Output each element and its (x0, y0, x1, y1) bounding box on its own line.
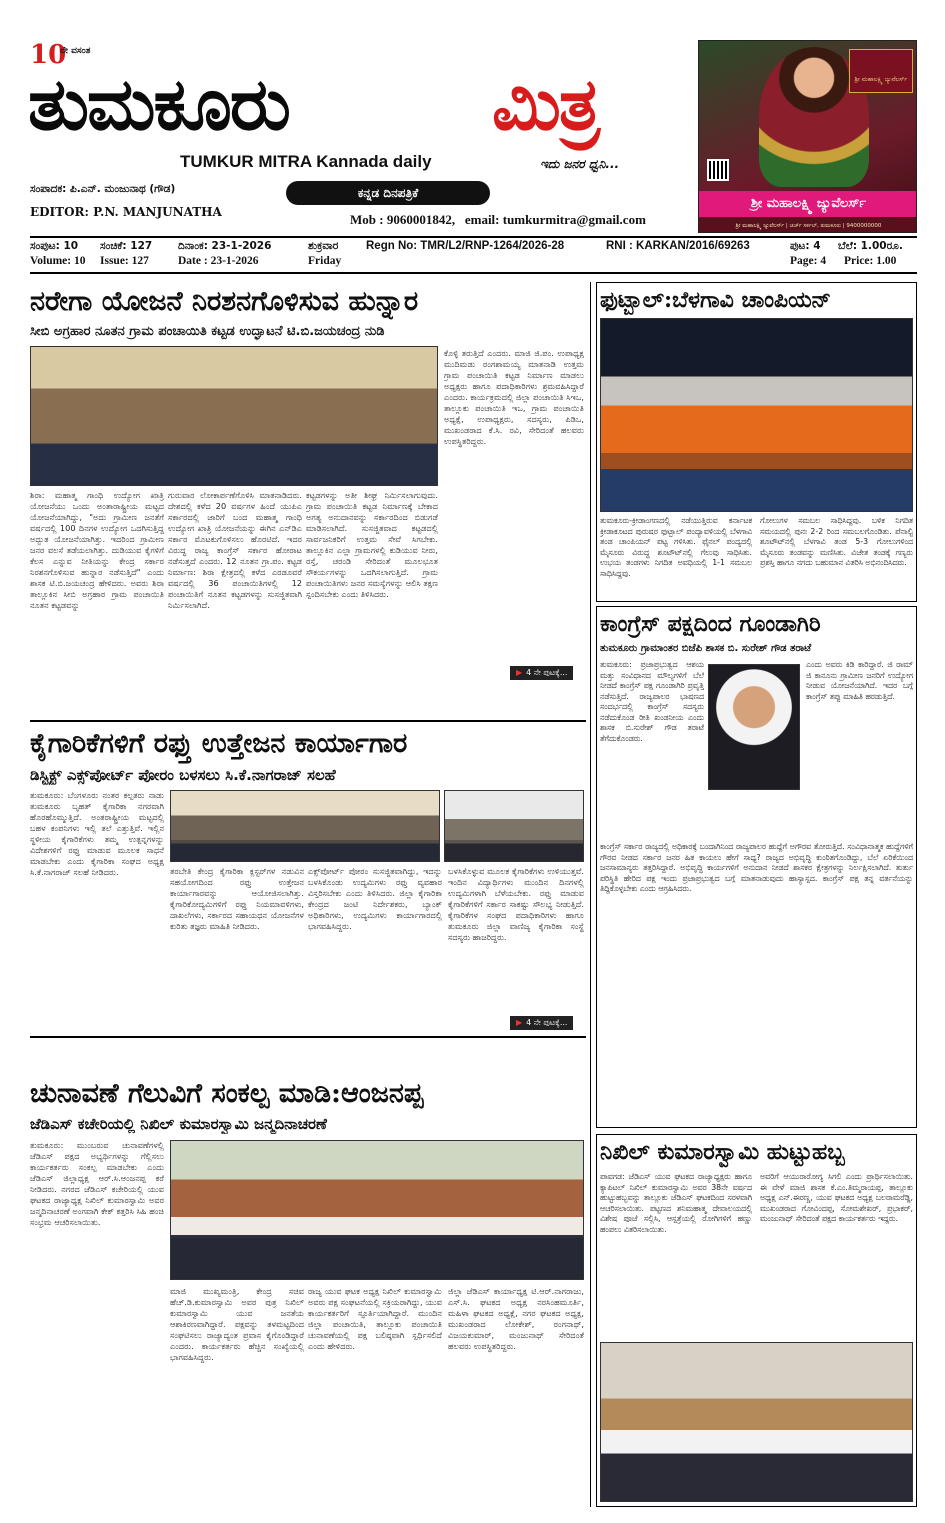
story2-continued-label: 4 ನೇ ಪುಟಕ್ಕೆ... (526, 1018, 568, 1027)
mob-number: 9060001842, (386, 212, 456, 227)
side3-headline[interactable]: ನಿಖಿಲ್ ಕುಮಾರಸ್ವಾಮಿ ಹುಟ್ಟುಹಬ್ಬ (600, 1139, 845, 1165)
mob-label: Mob : (350, 212, 384, 227)
dateline-volume: Volume: 10 (30, 255, 86, 267)
dateline-date: Date : 23-1-2026 (178, 255, 259, 267)
jewellery-ad[interactable] (698, 40, 917, 233)
side3-photo (600, 1342, 913, 1502)
story2-continued-link[interactable]: ▶ 4 ನೇ ಪುಟಕ್ಕೆ... (510, 1016, 573, 1030)
side1-headline[interactable]: ಫುಟ್ಬಾಲ್:ಬೆಳಗಾವಿ ಚಾಂಪಿಯನ್ (600, 287, 832, 313)
editor-english: EDITOR: P.N. MANJUNATHA (30, 205, 222, 219)
story1-continued-label: 4 ನೇ ಪುಟಕ್ಕೆ... (526, 668, 568, 677)
side1-col2: ಗೋಲುಗಳ ಸಮಬಲ ಸಾಧಿಸಿದ್ದವು. ಬಳಿಕ ನಿಗದಿತ ಸಮಯದಲ್ಲಿ ಪುನಃ 2-2 ರಿಂದ ಸಮಬಲಗೊಂಡಿತು. ಪೆನಾಲ್ಟಿ ಶೂಟೌಟ್‌ನಲ್ಲಿ ಬೆಳಗಾವಿ ತಂಡ 5-3 ಗೋಲುಗಳಿಂದ ಮೈಸೂರು ತಂಡವನ್ನು ಮಣಿಸಿತು. ವಿಜೇತ ತಂಡಕ್ಕೆ ಗಣ್ಯರು ಪ್ರಶಸ್ತಿ ಹಾಗೂ ನಗದು ಬಹುಮಾನ ವಿತರಿಸಿ ಅಭಿನಂದಿಸಿದರು. (760, 516, 913, 567)
story2-col4: ಬಳಸಿಕೊಳ್ಳುವ ಮೂಲಕ ಕೈಗಾರಿಕೆಗಳು ಉಳಿಯುತ್ತವೆ. ಇಂದಿನ ವಿದ್ಯಾರ್ಥಿಗಳು ಮುಂದಿನ ದಿನಗಳಲ್ಲಿ ಉದ್ಯಮಿಗಳಾಗಿ ಬೆಳೆಯಬೇಕು. ರಫ್ತು ಮಾಡುವ ಕೈಗಾರಿಕೆಗಳಿಗೆ ಸರ್ಕಾರ ಸಾಕಷ್ಟು ಸೌಲಭ್ಯ ನೀಡುತ್ತಿದೆ. ಕೈಗಾರಿಕೆಗಳ ಸಂಘದ ಪದಾಧಿಕಾರಿಗಳು ಹಾಗೂ ತುಮಕೂರು ಜಿಲ್ಲಾ ವಾಣಿಜ್ಯ ಕೈಗಾರಿಕಾ ಸಂಸ್ಥೆ ಸದಸ್ಯರು ಹಾಜರಿದ್ದರು. (448, 866, 584, 942)
ad-qr-code (707, 159, 729, 181)
issue-suffix: ನೇ ವಸಂತ (60, 46, 91, 56)
story3-col3: ರಾಜ್ಯ ಯುವ ಘಟಕ ಅಧ್ಯಕ್ಷ ನಿಖಿಲ್ ಕುಮಾರಸ್ವಾಮಿ ಅವರು ಪಕ್ಷ ಸಂಘಟನೆಯಲ್ಲಿ ಸಕ್ರಿಯರಾಗಿದ್ದು, ಯುವ ಕಾರ್ಯಕರ್ತರಿಗೆ ಸ್ಫೂರ್ತಿಯಾಗಿದ್ದಾರೆ. ಮುಂದಿನ ಜಿಲ್ಲಾ ಪಂಚಾಯಿತಿ, ತಾಲ್ಲೂಕು ಪಂಚಾಯಿತಿ ಚುನಾವಣೆಯಲ್ಲಿ ಪಕ್ಷ ಬಲಿಷ್ಠವಾಗಿ ಸ್ಪರ್ಧಿಸಲಿದೆ ಎಂದು ಹೇಳಿದರು. (308, 1286, 442, 1351)
story1-headline[interactable]: ನರೇಗಾ ಯೋಜನೆ ನಿರಶನಗೊಳಿಸುವ ಹುನ್ನಾರ (30, 286, 419, 317)
side1-col1: ತುಮಕೂರು-ಕ್ರೀಡಾಂಗಣದಲ್ಲಿ ನಡೆಯುತ್ತಿರುವ ಕರ್ನಾಟಕ ಕ್ರೀಡಾಕೂಟದ ಪುರುಷರ ಫುಟ್ಬಾಲ್ ಪಂದ್ಯಾವಳಿಯಲ್ಲಿ ಬೆಳಗಾವಿ ತಂಡ ಚಾಂಪಿಯನ್ ಪಟ್ಟ ಗಳಿಸಿತು. ಫೈನಲ್ ಪಂದ್ಯದಲ್ಲಿ ಮೈಸೂರು ವಿರುದ್ಧ ಶೂಟೌಟ್‌ನಲ್ಲಿ ಗೆಲುವು ಸಾಧಿಸಿತು. ಉಭಯ ತಂಡಗಳು ನಿಗದಿತ ಅವಧಿಯಲ್ಲಿ 1-1 ಸಮಬಲ ಸಾಧಿಸಿದ್ದವು. (600, 516, 752, 578)
side1-photo (600, 318, 913, 512)
page-english: Page: 4 (790, 255, 827, 267)
story1-photo (30, 346, 438, 486)
story2-photo-left (170, 790, 440, 862)
story1-col2: ಗುರುವಾರ ಲೋಕಾರ್ಪಣೆಗೊಳಿಸಿ ಮಾತನಾಡಿದರು. ದೇಶದಲ್ಲಿ ಕಳೆದ 20 ವರ್ಷಗಳ ಹಿಂದೆ ಯುಪಿಎ ಸರ್ಕಾರದಲ್ಲಿ ಜಾರಿಗೆ ಬಂದ ಮಹಾತ್ಮ ಗಾಂಧಿ ಉದ್ಯೋಗ ಖಾತ್ರಿ ಯೋಜನೆಯನ್ನು ಈಗಿನ ಎನ್‌ಡಿಎ ಸರ್ಕಾರ ಮೊಟಕುಗೊಳಿಸಲು ಹೊರಟಿದೆ. ಇದರ ವಿರುದ್ಧ ರಾಜ್ಯ ಕಾಂಗ್ರೆಸ್ ಸರ್ಕಾರ ಹೋರಾಟ ನಡೆಸುತ್ತದೆ ಎಂದರು. 12 ನೂತನ ಗ್ರಾ.ಪಂ. ಕಟ್ಟಡ ನಿರ್ಮಾಣ: ಶಿರಾ ಕ್ಷೇತ್ರದಲ್ಲಿ ಕಳೆದ ಎರಡೂವರೆ ವರ್ಷದಲ್ಲಿ 36 ಪಂಚಾಯಿತಿಗಳಲ್ಲಿ 12 ಪಂಚಾಯಿತಿಗೆ ನೂತನ ಕಟ್ಟಡಗಳನ್ನು ಸುಸಜ್ಜಿತವಾಗಿ ನಿರ್ಮಿಸಲಾಗಿದೆ. (168, 490, 302, 610)
story2-subhead: ಡಿಸ್ಟ್ರಿಕ್ಟ್ ಎಕ್ಸ್‌ಪೋರ್ಟ್ ಪೋರಂ ಬಳಸಲು ಸಿ.ಕೆ.ನಾಗರಾಜ್ ಸಲಹೆ (30, 766, 336, 784)
story3-photo (170, 1140, 584, 1280)
side2-col-full: ಕಾಂಗ್ರೆಸ್ ಸರ್ಕಾರ ರಾಜ್ಯದಲ್ಲಿ ಅಧಿಕಾರಕ್ಕೆ ಬಂದಾಗಿನಿಂದ ರಾಜ್ಯಪಾಲರ ಹುದ್ದೆಗೆ ಅಗೌರವ ತೋರುತ್ತಿದೆ. ಸಂವಿಧಾನಾತ್ಮಕ ಹುದ್ದೆಗಳಿಗೆ ಗೌರವ ನೀಡದ ಸರ್ಕಾರ ಜನರ ಹಿತ ಕಾಯಲು ಹೇಗೆ ಸಾಧ್ಯ? ರಾಜ್ಯದ ಅಭಿವೃದ್ಧಿ ಕುಂಠಿತಗೊಂಡಿದ್ದು, ಬೆಲೆ ಏರಿಕೆಯಿಂದ ಜನಸಾಮಾನ್ಯರು ತತ್ತರಿಸಿದ್ದಾರೆ. ಅಭಿವೃದ್ಧಿ ಕಾರ್ಯಗಳಿಗೆ ಅನುದಾನ ನೀಡದೆ ಶಾಸಕರ ಕ್ಷೇತ್ರಗಳನ್ನು ನಿರ್ಲಕ್ಷಿಸಲಾಗಿದೆ. ತುರ್ತು ಪರಿಸ್ಥಿತಿ ಹೇರಿದ ಪಕ್ಷ ಇಂದು ಪ್ರಜಾಪ್ರಭುತ್ವದ ಬಗ್ಗೆ ಮಾತನಾಡುವುದು ಹಾಸ್ಯಾಸ್ಪದ. ಕಾಂಗ್ರೆಸ್ ಪಕ್ಷ ತನ್ನ ವರ್ತನೆಯನ್ನು ತಿದ್ದಿಕೊಳ್ಳಬೇಕು ಎಂದು ಆಗ್ರಹಿಸಿದರು. (600, 842, 913, 893)
rni-number: RNI : KARKAN/2016/69263 (606, 240, 750, 252)
title-kannada-right: ಮಿತ್ರ (492, 62, 599, 146)
dateline-sanchike: ಸಂಚಿಕೆ: 127 (100, 240, 153, 252)
story1-subhead: ಸೀಬಿ ಅಗ್ರಹಾರ ನೂತನ ಗ್ರಾಮ ಪಂಚಾಯಿತಿ ಕಟ್ಟಡ ಉದ್ಘಾಟನೆ ಟಿ.ಬಿ.ಜಯಚಂದ್ರ ನುಡಿ (30, 324, 385, 339)
regn-number: Regn No: TMR/L2/RNP-1264/2026-28 (366, 240, 565, 252)
dateline-dinanka: ದಿನಾಂಕ: 23-1-2026 (178, 240, 272, 252)
side2-headline[interactable]: ಕಾಂಗ್ರೆಸ್ ಪಕ್ಷದಿಂದ ಗೂಂಡಾಗಿರಿ (600, 611, 821, 637)
price-english: Price: 1.00 (844, 255, 897, 267)
story2-photo-right (444, 790, 584, 862)
side2-portrait (708, 664, 800, 790)
title-english: TUMKUR MITRA Kannada daily (180, 152, 432, 171)
side2-col2: ಎಂದು ಅವರು ಕಿಡಿ ಕಾರಿದ್ದಾರೆ. ಜಿ ರಾಮ್ ಜಿ ಕಾನೂನು ಗ್ರಾಮೀಣ ಜನರಿಗೆ ಉದ್ಯೋಗ ನೀಡುವ ಯೋಜನೆಯಾಗಿದೆ. ಇದರ ಬಗ್ಗೆ ಕಾಂಗ್ರೆಸ್ ತಪ್ಪು ಮಾಹಿತಿ ಹರಡುತ್ತಿದೆ. (806, 660, 913, 701)
story1-col3: ಕಟ್ಟಡಗಳನ್ನು ಅತೀ ಶೀಘ್ರ ನಿರ್ಮಿಸಲಾಗುವುದು. ಗ್ರಾಮ ಪಂಚಾಯಿತಿ ಕಟ್ಟಡ ನಿರ್ಮಾಣಕ್ಕೆ ಬೇಕಾದ ಅಗತ್ಯ ಅನುದಾನವನ್ನು ಸರ್ಕಾರದಿಂದ ಬಿಡುಗಡೆ ಮಾಡಿಸಲಾಗಿದೆ. ಸುಸಜ್ಜಿತವಾದ ಕಟ್ಟಡದಲ್ಲಿ ಸಾರ್ವಜನಿಕರಿಗೆ ಉತ್ತಮ ಸೇವೆ ಸಿಗಬೇಕು. ತಾಲ್ಲೂಕಿನ ಎಲ್ಲಾ ಗ್ರಾಮಗಳಲ್ಲಿ ಕುಡಿಯುವ ನೀರು, ರಸ್ತೆ, ಚರಂಡಿ ಸೇರಿದಂತೆ ಮೂಲಭೂತ ಸೌಕರ್ಯಗಳನ್ನು ಒದಗಿಸಲಾಗುತ್ತಿದೆ. ಗ್ರಾಮ ಪಂಚಾಯಿತಿಗಳು ಜನರ ಸಮಸ್ಯೆಗಳನ್ನು ಆಲಿಸಿ ತಕ್ಷಣ ಸ್ಪಂದಿಸಬೇಕು ಎಂದು ತಿಳಿಸಿದರು. (306, 490, 438, 599)
story2-headline[interactable]: ಕೈಗಾರಿಕೆಗಳಿಗೆ ರಫ್ತು ಉತ್ತೇಜನ ಕಾರ್ಯಾಗಾರ (30, 728, 408, 759)
kannada-daily-badge: ಕನ್ನಡ ದಿನಪತ್ರಿಕೆ (286, 181, 490, 205)
price-kannada: ಬೆಲೆ: 1.00ರೂ. (838, 240, 903, 252)
issue-number: 10 (30, 40, 67, 70)
story3-col1: ತುಮಕೂರು: ಮುಂಬರುವ ಚುನಾವಣೆಗಳಲ್ಲಿ ಜೆಡಿಎಸ್ ಪಕ್ಷದ ಅಭ್ಯರ್ಥಿಗಳನ್ನು ಗೆಲ್ಲಿಸಲು ಕಾರ್ಯಕರ್ತರು ಸಂಕಲ್ಪ ಮಾಡಬೇಕು ಎಂದು ಜೆಡಿಎಸ್ ಜಿಲ್ಲಾಧ್ಯಕ್ಷ ಆರ್.ಸಿ.ಆಂಜನಪ್ಪ ಕರೆ ನೀಡಿದರು. ನಗರದ ಜೆಡಿಎಸ್ ಕಚೇರಿಯಲ್ಲಿ ಯುವ ಘಟಕದ ರಾಜ್ಯಾಧ್ಯಕ್ಷ ನಿಖಿಲ್ ಕುಮಾರಸ್ವಾಮಿ ಅವರ ಜನ್ಮದಿನಾಚರಣೆ ಅಂಗವಾಗಿ ಕೇಕ್ ಕತ್ತರಿಸಿ ಸಿಹಿ ಹಂಚಿ ಸಂಭ್ರಮ ಆಚರಿಸಲಾಯಿತು. (30, 1140, 164, 1227)
story1-col1: ಶಿರಾ: ಮಹಾತ್ಮ ಗಾಂಧಿ ಉದ್ಯೋಗ ಖಾತ್ರಿ ಯೋಜನೆಯು ಒಂದು ಅಂತಾರಾಷ್ಟ್ರೀಯ ಮಟ್ಟದ ಯೋಜನೆಯಾಗಿದ್ದು, "ಅದು ಗ್ರಾಮೀಣ ಜನತೆಗೆ ವರ್ಷದಲ್ಲಿ 100 ದಿನಗಳ ಉದ್ಯೋಗ ಒದಗಿಸುತ್ತಿದ್ದ ಅದ್ಭುತ ಯೋಜನೆಯಾಗಿತ್ತು. ಇದರಿಂದ ಗ್ರಾಮೀಣ ಜನರ ವಲಸೆ ತಡೆಯಲಾಗಿತ್ತು. ದುಡಿಯುವ ಕೈಗಳಿಗೆ ಕೆಲಸ ಎನ್ನುವ ನೀತಿಯನ್ನು ಕೇಂದ್ರ ಸರ್ಕಾರ ನಿರಶನಗೊಳಿಸುವ ಹುನ್ನಾರ ನಡೆಸುತ್ತಿದೆ" ಎಂದು ಶಾಸಕ ಟಿ.ಬಿ.ಜಯಚಂದ್ರ ಹೇಳಿದರು. ಅವರು ಶಿರಾ ತಾಲ್ಲೂಕಿನ ಸೀಬಿ ಅಗ್ರಹಾರ ಗ್ರಾಮ ಪಂಚಾಯಿತಿ ನೂತನ ಕಟ್ಟಡವನ್ನು (30, 490, 164, 610)
story1-continued-link[interactable]: ▶ 4 ನೇ ಪುಟಕ್ಕೆ... (510, 666, 573, 680)
story3-subhead: ಜೆಡಿಎಸ್ ಕಚೇರಿಯಲ್ಲಿ ನಿಖಿಲ್ ಕುಮಾರಸ್ವಾಮಿ ಜನ್ಮದಿನಾಚರಣೆ (30, 1115, 327, 1133)
story2-col2: ತರಬೇತಿ ಕೇಂದ್ರ ಕೈಗಾರಿಕಾ ಕ್ಲಸ್ಟರ್‌ಗಳ ನಡುವಿನ ಸಹಯೋಗದಿಂದ ರಫ್ತು ಉತ್ತೇಜನ ಕಾರ್ಯಾಗಾರವನ್ನು ಆಯೋಜಿಸಲಾಗಿತ್ತು. ಕೈಗಾರಿಕೋದ್ಯಮಿಗಳಿಗೆ ರಫ್ತು ನಿಯಮಾವಳಿಗಳು, ದಾಖಲೆಗಳು, ಸರ್ಕಾರದ ಸಹಾಯಧನ ಯೋಜನೆಗಳ ಕುರಿತು ತಜ್ಞರು ಮಾಹಿತಿ ನೀಡಿದರು. (170, 866, 304, 931)
story3-col2: ಮಾಜಿ ಮುಖ್ಯಮಂತ್ರಿ, ಕೇಂದ್ರ ಸಚಿವ ಹೆಚ್.ಡಿ.ಕುಮಾರಸ್ವಾಮಿ ಅವರ ಪುತ್ರ ನಿಖಿಲ್ ಕುಮಾರಸ್ವಾಮಿ ಯುವ ಜನತೆಯ ಆಶಾಕಿರಣವಾಗಿದ್ದಾರೆ. ಪಕ್ಷವನ್ನು ತಳಮಟ್ಟದಿಂದ ಸಂಘಟಿಸಲು ರಾಜ್ಯಾದ್ಯಂತ ಪ್ರವಾಸ ಕೈಗೊಂಡಿದ್ದಾರೆ ಎಂದರು. ಕಾರ್ಯಕರ್ತರು ಹೆಚ್ಚಿನ ಸಂಖ್ಯೆಯಲ್ಲಿ ಭಾಗವಹಿಸಿದ್ದರು. (170, 1286, 304, 1362)
side2-subhead: ತುಮಕೂರು ಗ್ರಾಮಾಂತರ ಬಿಜೆಪಿ ಶಾಸಕ ಬಿ. ಸುರೇಶ್ ಗೌಡ ತರಾಟೆ (600, 643, 812, 654)
email: email: tumkurmitra@gmail.com (464, 212, 646, 227)
page-kannada: ಪುಟ: 4 (790, 240, 821, 252)
story1-col4: ಕೊಳ್ಳಿ ತರುತ್ತಿದೆ ಎಂದರು. ಮಾಜಿ ಜಿ.ಪಂ. ಉಪಾಧ್ಯಕ್ಷ ಮುದಿಮಡು ರಂಗಶಾಮಯ್ಯ ಮಾತನಾಡಿ ಉತ್ತಮ ಗ್ರಾಮ ಪಂಚಾಯಿತಿ ಕಟ್ಟಡ ನಿರ್ಮಾಣ ಮಾಡಲು ಅಧ್ಯಕ್ಷರು ಹಾಗೂ ಪದಾಧಿಕಾರಿಗಳು ಶ್ರಮವಹಿಸಿದ್ದಾರೆ ಎಂದರು. ಕಾರ್ಯಕ್ರಮದಲ್ಲಿ ಜಿಲ್ಲಾ ಪಂಚಾಯಿತಿ ಸಿಇಒ, ತಾಲ್ಲೂಕು ಪಂಚಾಯಿತಿ ಇಒ, ಗ್ರಾಮ ಪಂಚಾಯಿತಿ ಅಧ್ಯಕ್ಷೆ, ಉಪಾಧ್ಯಕ್ಷರು, ಸದಸ್ಯರು, ಪಿಡಿಒ, ಮುಖಂಡರಾದ ಕೆ.ಸಿ. ರವಿ, ಸೇರಿದಂತೆ ಹಲವರು ಉಪಸ್ಥಿತರಿದ್ದರು. (444, 348, 584, 446)
tagline: ಇದು ಜನರ ಧ್ವನಿ... (540, 157, 620, 171)
title-kannada-left: ತುಮಕೂರು (28, 62, 289, 146)
side3-col1: ಪಾವಗಡ: ಜೆಡಿಎಸ್ ಯುವ ಘಟಕದ ರಾಜ್ಯಾಧ್ಯಕ್ಷರು ಹಾಗೂ ಕ್ಯಾಪಿಟಲ್ ನಿಖಿಲ್ ಕುಮಾರಸ್ವಾಮಿ ಅವರ 38ನೇ ವರ್ಷದ ಹುಟ್ಟುಹಬ್ಬವನ್ನು ತಾಲ್ಲೂಕು ಜೆಡಿಎಸ್ ಘಟಕದಿಂದ ಸರಳವಾಗಿ ಆಚರಿಸಲಾಯಿತು. ಪಟ್ಟಣದ ಶನಿಮಹಾತ್ಮ ದೇವಾಲಯದಲ್ಲಿ ವಿಶೇಷ ಪೂಜೆ ಸಲ್ಲಿಸಿ, ಆಸ್ಪತ್ರೆಯಲ್ಲಿ ರೋಗಿಗಳಿಗೆ ಹಣ್ಣು ಹಂಪಲು ವಿತರಿಸಲಾಯಿತು. (600, 1172, 752, 1234)
side2-col1: ತುಮಕೂರು: ಪ್ರಜಾಪ್ರಭುತ್ವದ ಆಶಯ ಮತ್ತು ಸಂವಿಧಾನದ ಮೌಲ್ಯಗಳಿಗೆ ಬೆಲೆ ನೀಡದೆ ಕಾಂಗ್ರೆಸ್ ಪಕ್ಷ ಗೂಂಡಾಗಿರಿ ಪ್ರವೃತ್ತಿ ನಡೆಸುತ್ತಿದೆ. ರಾಜ್ಯಪಾಲರ ಭಾಷಣದ ಸಂದರ್ಭದಲ್ಲಿ ಕಾಂಗ್ರೆಸ್ ಸದಸ್ಯರು ನಡೆದುಕೊಂಡ ರೀತಿ ಖಂಡನೀಯ ಎಂದು ಶಾಸಕ ಬಿ.ಸುರೇಶ್ ಗೌಡ ತರಾಟೆ ತೆಗೆದುಕೊಂಡರು. (600, 660, 704, 743)
side3-col2: ಅವರಿಗೆ ಆಯುರಾರೋಗ್ಯ ಸಿಗಲಿ ಎಂದು ಪ್ರಾರ್ಥಿಸಲಾಯಿತು. ಈ ವೇಳೆ ಮಾಜಿ ಶಾಸಕ ಕೆ.ಎಂ.ತಿಮ್ಮರಾಯಪ್ಪ, ತಾಲ್ಲೂಕು ಅಧ್ಯಕ್ಷ ಎನ್.ಈರಣ್ಣ, ಯುವ ಘಟಕದ ಅಧ್ಯಕ್ಷ ಬಲರಾಮರೆಡ್ಡಿ, ಮುಖಂಡರಾದ ಗೋವಿಂದಪ್ಪ, ಸೋಮಶೇಖರ್, ಪ್ರಭಾಕರ್, ಮಂಜುನಾಥ್ ಸೇರಿದಂತೆ ಪಕ್ಷದ ಕಾರ್ಯಕರ್ತರು ಇದ್ದರು. (760, 1172, 913, 1223)
story3-col4: ಜಿಲ್ಲಾ ಜೆಡಿಎಸ್ ಕಾರ್ಯಾಧ್ಯಕ್ಷ ಟಿ.ಆರ್.ನಾಗರಾಜು, ಎಸ್.ಸಿ. ಘಟಕದ ಅಧ್ಯಕ್ಷ ನರಸಿಂಹಮೂರ್ತಿ, ಮಹಿಳಾ ಘಟಕದ ಅಧ್ಯಕ್ಷೆ, ನಗರ ಘಟಕದ ಅಧ್ಯಕ್ಷ, ಮುಖಂಡರಾದ ಲೋಕೇಶ್, ರಂಗನಾಥ್, ವಿಜಯಕುಮಾರ್, ಮಂಜುನಾಥ್ ಸೇರಿದಂತೆ ಹಲವರು ಉಪಸ್ಥಿತರಿದ್ದರು. (448, 1286, 584, 1351)
ad-brand-banner: ಶ್ರೀ ಮಹಾಲಕ್ಷ್ಮಿ ಜ್ಯುವೆಲರ್ಸ್ (699, 191, 917, 217)
dateline-issue: Issue: 127 (100, 255, 149, 267)
contact-line (350, 212, 646, 228)
dateline-samputa: ಸಂಪುಟ: 10 (30, 240, 79, 252)
dateline-day: Friday (308, 255, 342, 267)
dateline-vara: ಶುಕ್ರವಾರ (308, 240, 339, 252)
story3-headline[interactable]: ಚುನಾವಣೆ ಗೆಲುವಿಗೆ ಸಂಕಲ್ಪ ಮಾಡಿ:ಆಂಜನಪ್ಪ (30, 1078, 424, 1109)
ad-logo-box: ಶ್ರೀ ಮಹಾಲಕ್ಷ್ಮಿ ಜ್ಯುವೆಲರ್ಸ್ (849, 49, 913, 93)
story2-col1: ತುಮಕೂರು: ಬೆಂಗಳೂರು ನಂತರ ಕಲ್ಪತರು ನಾಡು ತುಮಕೂರು ಬೃಹತ್ ಕೈಗಾರಿಕಾ ನಗರವಾಗಿ ಹೊರಹೊಮ್ಮುತ್ತಿದೆ. ಅಂತರಾಷ್ಟ್ರೀಯ ಮಟ್ಟದಲ್ಲಿ ಬಹಳ ಕಂಪನಿಗಳು ಇಲ್ಲಿ ತಲೆ ಎತ್ತುತ್ತಿವೆ. ಇಲ್ಲಿನ ಸ್ಥಳೀಯ ಕೈಗಾರಿಕೆಗಳು ತಮ್ಮ ಉತ್ಪನ್ನಗಳನ್ನು ವಿದೇಶಗಳಿಗೆ ರಫ್ತು ಮಾಡುವ ಮೂಲಕ ಸಾಧನೆ ಮಾಡಬೇಕು ಎಂದು ಕೈಗಾರಿಕಾ ಸಂಘದ ಅಧ್ಯಕ್ಷ ಸಿ.ಕೆ.ನಾಗರಾಜ್ ಸಲಹೆ ನೀಡಿದರು. (30, 790, 164, 877)
editor-kannada: ಸಂಪಾದಕ: ಪಿ.ಎನ್. ಮಂಜುನಾಥ (ಗೌಡ) (30, 183, 176, 195)
story2-col3: ಎಕ್ಸ್‌ಪೋರ್ಟ್ ಪೋರಂ ಸುಸಜ್ಜಿತವಾಗಿದ್ದು, ಇದನ್ನು ಬಳಸಿಕೊಂಡು ಉದ್ಯಮಿಗಳು ರಫ್ತು ವ್ಯವಹಾರ ವಿಸ್ತರಿಸಬೇಕು ಎಂದು ತಿಳಿಸಿದರು. ಜಿಲ್ಲಾ ಕೈಗಾರಿಕಾ ಕೇಂದ್ರದ ಜಂಟಿ ನಿರ್ದೇಶಕರು, ಬ್ಯಾಂಕ್ ಅಧಿಕಾರಿಗಳು, ಉದ್ಯಮಿಗಳು ಕಾರ್ಯಾಗಾರದಲ್ಲಿ ಭಾಗವಹಿಸಿದ್ದರು. (308, 866, 442, 931)
ad-address: ಶ್ರೀ ಮಹಾಲಕ್ಷ್ಮಿ ಜ್ಯುವೆಲರ್ಸ್ | ಚರ್ಚ್ ಸರ್ಕಲ್, ತುಮಕೂರು | 9400000000 (699, 218, 917, 233)
